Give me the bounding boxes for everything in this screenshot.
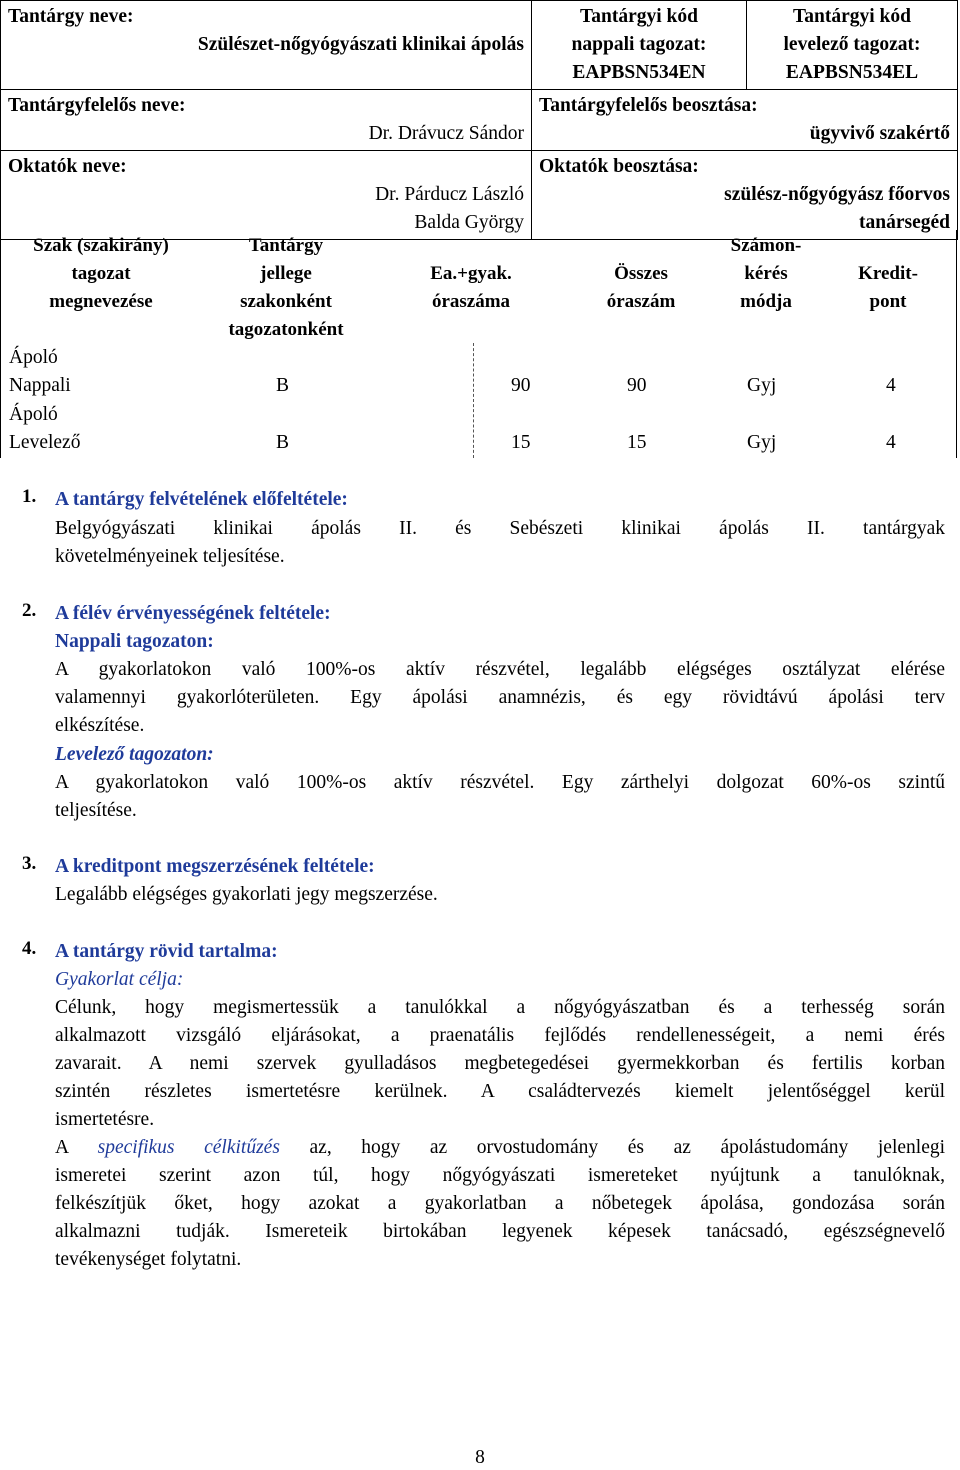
col1-line1: Szak (szakirány) <box>33 235 169 256</box>
row-hours: 15 <box>511 432 531 453</box>
dashed-divider <box>473 343 474 458</box>
goal-text: Célunk, hogy megismertessük a tanulókkal a nőgyógyászatban és a terhesség során <box>55 997 945 1018</box>
code-day-cell <box>532 1 747 90</box>
row-hours: 90 <box>511 375 531 396</box>
specific-goal-term: specifikus célkitűzés <box>97 1137 280 1158</box>
section-4-number: 4. <box>22 938 37 959</box>
code-day-label-2: nappali tagozat: <box>571 34 707 55</box>
specific-goal-c: az, hogy az orvostudomány és az ápolástudomány jelenlegi <box>309 1137 946 1158</box>
col6-line2: pont <box>869 291 907 312</box>
goal-text-4: szintén részletes ismertetésre kerülnek. A családtervezés kiemelt jelentőséggel kerül <box>55 1081 945 1102</box>
page-number: 8 <box>475 1447 485 1468</box>
subject-name-cell <box>1 1 532 90</box>
responsible-role-cell <box>532 90 958 151</box>
col-total-header <box>566 260 716 316</box>
course-header-table <box>0 0 958 240</box>
specific-goal-text <box>55 1134 945 1162</box>
section-3-title: A kreditpont megszerzésének feltétele: <box>55 856 375 877</box>
col4-line1: Összes <box>614 263 668 284</box>
subject-name: Szülészet-nőgyógyászati klinikai ápolás <box>197 34 524 55</box>
col-hours-header <box>376 260 566 316</box>
teachers-cell <box>1 151 532 240</box>
col5-line1: Számon- <box>730 235 802 256</box>
row-credit: 4 <box>886 432 896 453</box>
day-mode-text-2: valamennyi gyakorlóterületen. Egy ápolási anamnézis, és egy rövidtávú ápolási terv <box>55 687 945 708</box>
col4-line2: óraszám <box>606 291 676 312</box>
col2-line3: szakonként <box>240 291 332 312</box>
goal-label: Gyakorlat célja: <box>55 969 184 990</box>
section-3-number: 3. <box>22 853 37 874</box>
col6-line1: Kredit- <box>858 263 918 284</box>
col1-line2: tagozat <box>71 263 131 284</box>
col-program-header <box>1 232 201 316</box>
section-1-number: 1. <box>22 486 37 507</box>
data-rows-area <box>0 343 957 458</box>
teachers-label: Oktatók neve: <box>8 156 127 177</box>
responsible-role: ügyvivő szakértő <box>809 123 950 144</box>
day-mode-label: Nappali tagozaton: <box>55 631 214 652</box>
section-1-text: Belgyógyászati klinikai ápolás II. és Sebészeti klinikai ápolás II. tantárgyak <box>55 518 945 539</box>
teacher-role-1: szülész-nőgyógyász főorvos <box>724 184 950 205</box>
corr-mode-label: Levelező tagozaton: <box>55 744 214 765</box>
responsible-name: Dr. Drávucz Sándor <box>368 123 524 144</box>
specific-goal-text-5: tevékenységet folytatni. <box>55 1249 242 1270</box>
teachers-role-label: Oktatók beosztása: <box>539 156 699 177</box>
col3-line1: Ea.+gyak. <box>430 263 512 284</box>
row-mode: Levelező <box>9 432 81 453</box>
teachers-role-cell <box>532 151 958 240</box>
row-mode: Nappali <box>9 375 71 396</box>
responsible-role-label: Tantárgyfelelős beosztása: <box>539 95 758 116</box>
code-day-label: Tantárgyi kód <box>580 6 698 27</box>
specific-goal-a: A <box>55 1137 69 1158</box>
row-program: Ápoló <box>9 404 58 425</box>
day-mode-text: A gyakorlatokon való 100%-os aktív részvétel, legalább elégséges osztályzat elérése <box>55 659 945 680</box>
col-type-header <box>196 232 376 344</box>
col-credit-header <box>823 260 953 316</box>
row-credit: 4 <box>886 375 896 396</box>
corr-mode-text-2: teljesítése. <box>55 800 137 821</box>
subject-name-label: Tantárgy neve: <box>8 6 134 27</box>
section-1-title: A tantárgy felvételének előfeltétele: <box>55 489 348 510</box>
code-corr-cell <box>747 1 958 90</box>
row-program: Ápoló <box>9 347 58 368</box>
row-total: 15 <box>627 432 647 453</box>
specific-goal-text-3: felkészítjük őket, hogy azokat a gyakorlatban a nőbetegek ápolása, gondozása során <box>55 1193 945 1214</box>
teacher-role-2: tanársegéd <box>859 212 950 233</box>
col1-line3: megnevezése <box>49 291 153 312</box>
row-exam: Gyj <box>747 432 777 453</box>
responsible-cell <box>1 90 532 151</box>
row-type: B <box>276 432 290 453</box>
teacher-1: Dr. Párducz László <box>375 184 524 205</box>
col3-line2: óraszáma <box>431 291 511 312</box>
section-3-text: Legalább elégséges gyakorlati jegy megszerzése. <box>55 884 438 905</box>
code-corr-label-2: levelező tagozat: <box>783 34 921 55</box>
responsible-label: Tantárgyfelelős neve: <box>8 95 186 116</box>
section-2-title: A félév érvényességének feltétele: <box>55 603 331 624</box>
col5-line3: módja <box>740 291 792 312</box>
goal-text-5: ismertetésre. <box>55 1109 155 1130</box>
goal-text-3: zavarait. A nemi szervek gyulladásos megbetegedései gyermekkorban és fertilis korban <box>55 1053 945 1074</box>
code-day: EAPBSN534EN <box>572 62 706 83</box>
section-1-text-2: követelményeinek teljesítése. <box>55 546 285 567</box>
col2-line1: Tantárgy <box>248 235 324 256</box>
teacher-2: Balda György <box>414 212 524 233</box>
col-exam-header <box>701 232 831 316</box>
row-total: 90 <box>627 375 647 396</box>
section-4-title: A tantárgy rövid tartalma: <box>55 941 278 962</box>
specific-goal-text-4: alkalmazni tudják. Ismereteik birtokában legyenek képesek tanácsadó, egészségnevelő <box>55 1221 945 1242</box>
col2-line4: tagozatonként <box>228 319 344 340</box>
section-2-number: 2. <box>22 600 37 621</box>
day-mode-text-3: elkészítése. <box>55 715 145 736</box>
column-header-row <box>0 230 957 343</box>
code-corr: EAPBSN534EL <box>785 62 919 83</box>
code-corr-label: Tantárgyi kód <box>793 6 911 27</box>
specific-goal-text-2: ismeretei szerint azon túl, hogy nőgyógyászati ismereteket nyújtunk a tanulóknak, <box>55 1165 945 1186</box>
goal-text-2: alkalmazott vizsgáló eljárásokat, a praenatális fejlődés rendellenességeit, a nemi érés <box>55 1025 945 1046</box>
row-type: B <box>276 375 290 396</box>
col5-line2: kérés <box>744 263 788 284</box>
col2-line2: jellege <box>260 263 312 284</box>
corr-mode-text: A gyakorlatokon való 100%-os aktív részvétel. Egy zárthelyi dolgozat 60%-os szintű <box>55 772 945 793</box>
row-exam: Gyj <box>747 375 777 396</box>
